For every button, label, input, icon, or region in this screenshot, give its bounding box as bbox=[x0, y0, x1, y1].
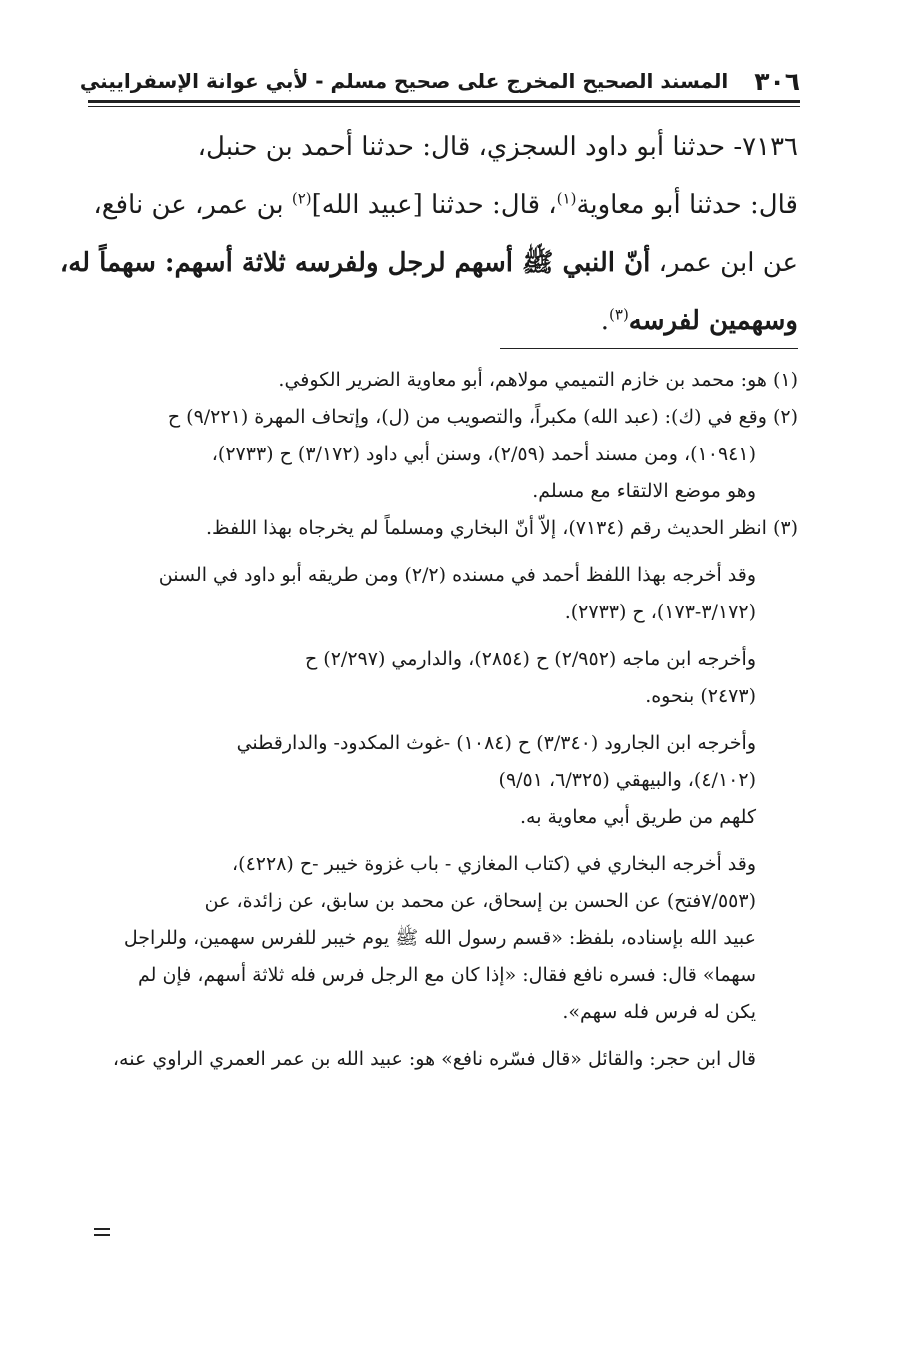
hadith-line bbox=[59, 234, 798, 292]
page-number: ٣٠٦ bbox=[754, 66, 800, 96]
header-rule-thin bbox=[88, 106, 800, 107]
footnote-line: سهما» قال: فسره نافع فقال: «إذا كان مع الرجل فرس فله ثلاثة أسهم، فإن لم bbox=[138, 964, 756, 986]
footnote-ref: (٢) bbox=[291, 189, 312, 208]
hadith-line-text: ، قال: حدثنا [عبيد الله] bbox=[311, 190, 557, 220]
page-header bbox=[79, 64, 800, 98]
header-rule-thick bbox=[88, 100, 800, 103]
footnote-line: وأخرجه ابن ماجه (٢/٩٥٢) ح (٢٨٥٤)، والدارمي (٢/٢٩٧) ح bbox=[305, 648, 756, 670]
footnote-line: وهو موضع الالتقاء مع مسلم. bbox=[532, 480, 756, 502]
footnote-line: (١٠٩٤١)، ومن مسند أحمد (٢/٥٩)، وسنن أبي داود (٣/١٧٢) ح (٢٧٣٣)، bbox=[211, 443, 756, 465]
hadith-matn-bold: أنّ النبي ﷺ أسهم لرجل ولفرسه ثلاثة أسهم: سهماً له، bbox=[59, 248, 651, 278]
footnote-line: (٢) وقع في (ك): (عبد الله) مكبراً، والتصويب من (ل)، وإتحاف المهرة (٩/٢٢١) ح bbox=[167, 406, 798, 428]
hadith-text bbox=[59, 118, 798, 350]
footnote-ref: (٣) bbox=[609, 305, 629, 324]
footnotes bbox=[92, 362, 798, 1078]
hadith-line-text: قال: حدثنا أبو معاوية bbox=[576, 190, 798, 220]
footnote-line: (٤/١٠٢)، والبيهقي (٦/٣٢٥، ٩/٥١) bbox=[498, 769, 756, 791]
hadith-line bbox=[92, 118, 798, 176]
footnote-line: كلهم من طريق أبي معاوية به. bbox=[519, 806, 756, 828]
hadith-matn-bold: وسهمين لفرسه bbox=[628, 306, 798, 336]
footnote-line: عبيد الله بإسناده، بلفظ: «قسم رسول الله ﷺ يوم خيبر للفرس سهمين، وللراجل bbox=[123, 927, 756, 949]
footnote-line: (٣) انظر الحديث رقم (٧١٣٤)، إلاّ أنّ البخاري ومسلماً لم يخرجاه بهذا اللفظ. bbox=[205, 517, 798, 539]
hadith-line bbox=[92, 292, 798, 350]
footnote-line: قال ابن حجر: والقائل «قال فسّره نافع» هو: عبيد الله بن عمر العمري الراوي عنه، bbox=[112, 1048, 756, 1070]
continuation-mark bbox=[94, 1228, 110, 1236]
footnote-line: وأخرجه ابن الجارود (٣/٣٤٠) ح (١٠٨٤) -غوث المكدود- والدارقطني bbox=[236, 732, 756, 754]
running-title: المسند الصحيح المخرج على صحيح مسلم - لأبي عوانة الإسفراييني bbox=[79, 69, 729, 93]
footnote-separator bbox=[500, 348, 798, 349]
hadith-line-text: . bbox=[600, 306, 610, 336]
footnote-line: (٢٤٧٣) بنحوه. bbox=[645, 685, 756, 707]
footnote-line: وقد أخرجه البخاري في (كتاب المغازي - باب غزوة خيبر -ح (٤٢٢٨)، bbox=[232, 853, 756, 875]
footnote-line: (٣/١٧٢-١٧٣)، ح (٢٧٣٣). bbox=[564, 601, 756, 623]
hadith-line bbox=[92, 176, 798, 234]
hadith-line-text: بن عمر، عن نافع، bbox=[93, 190, 292, 220]
hadith-line-text: ٧١٣٦- حدثنا أبو داود السجزي، قال: حدثنا أحمد بن حنبل، bbox=[197, 132, 798, 162]
footnote-line: (١) هو: محمد بن خازم التميمي مولاهم، أبو معاوية الضرير الكوفي. bbox=[278, 369, 798, 391]
footnote-line: يكن له فرس فله سهم». bbox=[562, 1001, 756, 1023]
footnote-line: وقد أخرجه بهذا اللفظ أحمد في مسنده (٢/٢) ومن طريقه أبو داود في السنن bbox=[158, 564, 756, 586]
footnote-line: (٧/٥٥٣فتح) عن الحسن بن إسحاق، عن محمد بن سابق، عن زائدة، عن bbox=[204, 890, 756, 912]
hadith-line-text: عن ابن عمر، bbox=[650, 248, 798, 278]
footnote-ref: (١) bbox=[556, 189, 577, 208]
